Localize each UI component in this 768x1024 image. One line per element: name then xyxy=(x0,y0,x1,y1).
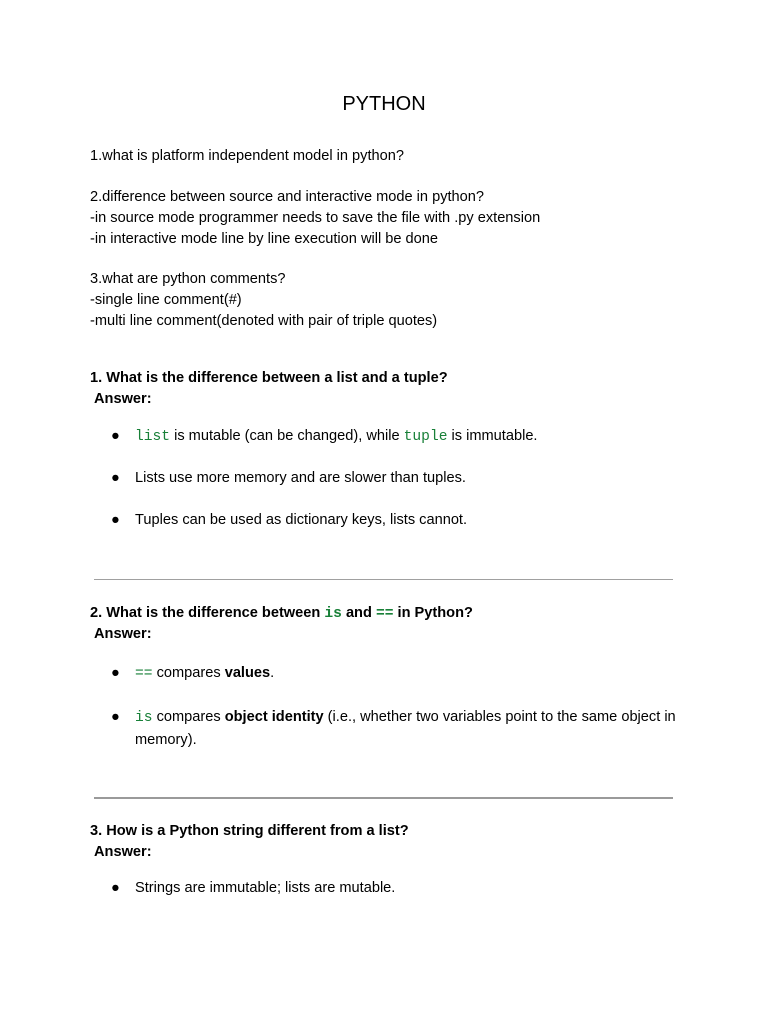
section-1-bullet-1 xyxy=(135,425,683,448)
intro-question-2: 2.difference between source and interactive mode in python? xyxy=(90,189,485,205)
section-2-bullet-1 xyxy=(135,662,683,685)
bullet-bold-part: values xyxy=(224,665,271,681)
code-tuple: tuple xyxy=(403,429,448,445)
code-is: is xyxy=(324,606,342,622)
section-3-question: 3. How is a Python string different from a list? xyxy=(90,823,409,839)
section-1-bullet-3: Tuples can be used as dictionary keys, lists cannot. xyxy=(135,512,468,528)
question-text-part: in Python? xyxy=(393,605,473,621)
bullet-text-part: (i.e., whether two variables point to the same object in memory). xyxy=(135,709,676,748)
section-1-answer-label: Answer: xyxy=(94,391,152,407)
bullet-dot: ● xyxy=(111,880,120,896)
bullet-text-part: compares xyxy=(152,709,225,725)
bullet-text-part: . xyxy=(270,665,275,681)
code-list: list xyxy=(135,429,171,445)
section-2-answer-label: Answer: xyxy=(94,626,152,642)
horizontal-divider xyxy=(94,797,673,799)
bullet-text-part: compares xyxy=(152,665,225,681)
code-equals: == xyxy=(135,666,153,682)
intro-answer-2-line-1: -in source mode programmer needs to save the file with .py extension xyxy=(90,210,541,226)
bullet-text-part: is immutable. xyxy=(447,428,538,444)
section-3-bullet-1: Strings are immutable; lists are mutable. xyxy=(135,880,396,896)
intro-question-1: 1.what is platform independent model in python? xyxy=(90,148,404,164)
section-3-answer-label: Answer: xyxy=(94,844,152,860)
bullet-dot: ● xyxy=(111,665,120,681)
section-2-question xyxy=(90,603,473,625)
section-1-question: 1. What is the difference between a list and a tuple? xyxy=(90,370,448,386)
code-equals: == xyxy=(375,606,394,622)
section-2-bullet-2 xyxy=(135,706,683,751)
intro-answer-3-line-1: -single line comment(#) xyxy=(90,292,242,308)
bullet-dot: ● xyxy=(111,470,120,486)
bullet-bold-part: object identity xyxy=(224,709,324,725)
page-title: PYTHON xyxy=(342,93,426,115)
bullet-dot: ● xyxy=(111,709,120,725)
intro-answer-3-line-2: -multi line comment(denoted with pair of triple quotes) xyxy=(90,313,438,329)
bullet-dot: ● xyxy=(111,428,120,444)
bullet-dot: ● xyxy=(111,512,120,528)
code-is: is xyxy=(135,710,153,726)
intro-question-3: 3.what are python comments? xyxy=(90,271,286,287)
horizontal-divider xyxy=(94,579,673,580)
intro-answer-2-line-2: -in interactive mode line by line execution will be done xyxy=(90,231,439,247)
question-text-part: and xyxy=(341,605,376,621)
bullet-text-part: is mutable (can be changed), while xyxy=(170,428,404,444)
section-1-bullet-2: Lists use more memory and are slower than tuples. xyxy=(135,470,466,486)
question-text-part: 2. What is the difference between xyxy=(90,605,325,621)
